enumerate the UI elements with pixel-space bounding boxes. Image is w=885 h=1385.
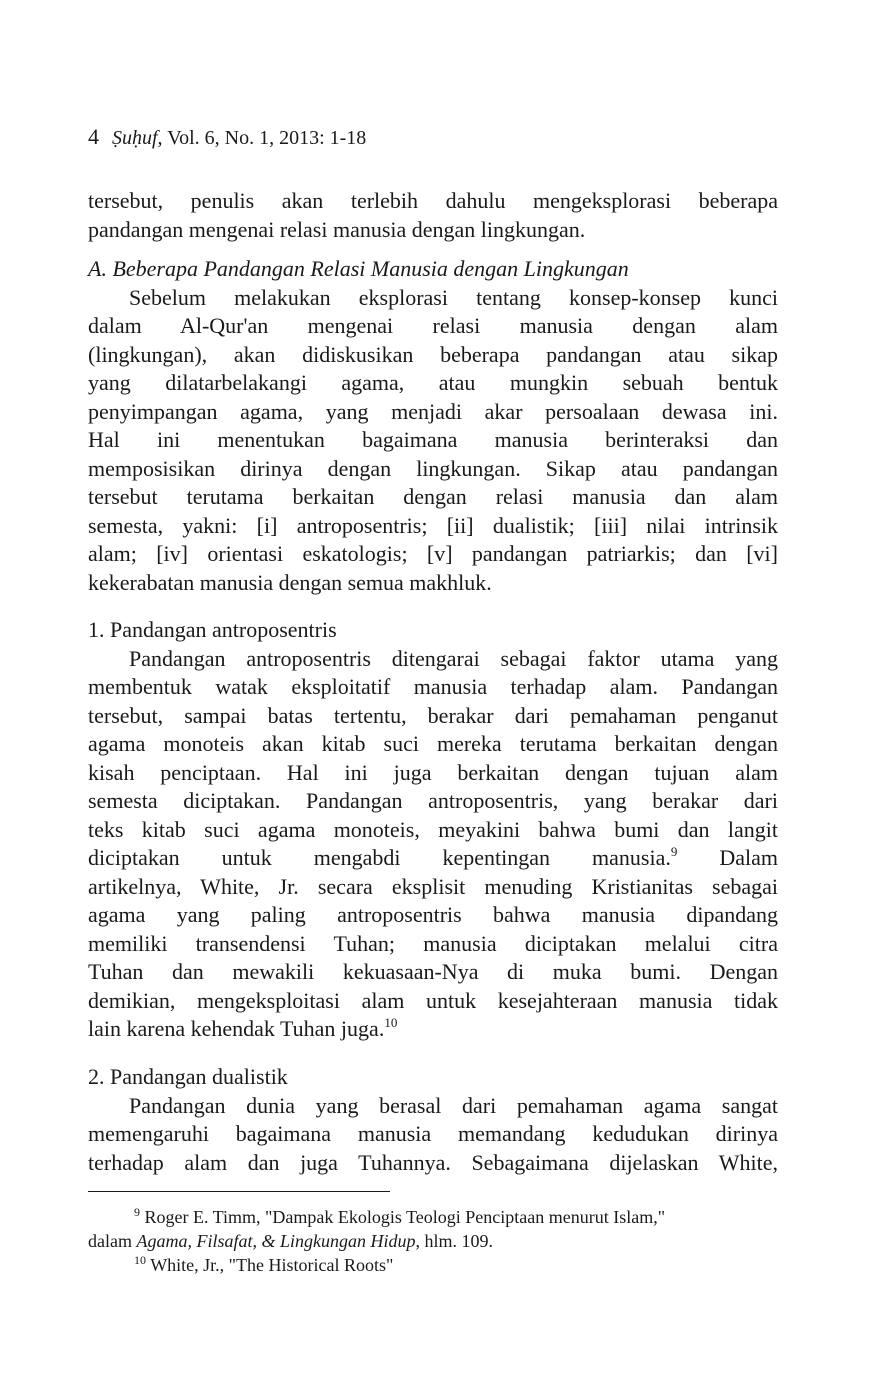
text-line: memposisikan dirinya dengan lingkungan. Sikap atau pandangan	[88, 455, 778, 481]
text-line: memiliki transendensi Tuhan; manusia diciptakan melalui citra	[88, 930, 778, 956]
footnote-text: Roger E. Timm, "Dampak Ekologis Teologi Penciptaan menurut Islam,"	[144, 1207, 666, 1227]
text-line: demikian, mengeksploitasi alam untuk kesejahteraan manusia tidak	[88, 987, 778, 1013]
footnote-mark: 10	[134, 1253, 146, 1267]
text-line: membentuk watak eksploitatif manusia terhadap alam. Pandangan	[88, 674, 778, 699]
text-line: kekerabatan manusia dengan semua makhluk.	[88, 569, 492, 595]
footnote-ref-10[interactable]: 10	[384, 1015, 398, 1030]
journal-name: Ṣuḥuf,	[112, 127, 163, 149]
text-line	[88, 1015, 778, 1044]
footnote-9-cont	[88, 1229, 778, 1253]
text-line-content: lain karena kehendak Tuhan juga.	[88, 1016, 385, 1041]
footnote-text: White, Jr., "The Historical Roots"	[150, 1255, 394, 1275]
footnote-ref-9[interactable]: 9	[670, 844, 678, 859]
footnote-text: dalam	[88, 1231, 132, 1251]
footnote-title: Agama, Filsafat, & Lingkungan Hidup	[136, 1231, 416, 1251]
footnote-mark: 9	[134, 1205, 140, 1219]
text-line: dalam Al-Qur'an mengenai relasi manusia dengan alam	[88, 313, 778, 338]
text-line: penyimpangan agama, yang menjadi akar persoalaan dewasa ini.	[88, 398, 778, 424]
footnotes	[88, 1205, 778, 1277]
section-heading: A. Beberapa Pandangan Relasi Manusia dengan Lingkungan	[88, 256, 629, 281]
footnote-9	[88, 1205, 778, 1229]
text-line: semesta diciptakan. Pandangan antroposentris, yang berakar dari	[88, 788, 778, 813]
page-number: 4	[88, 124, 99, 149]
text-line: kisah penciptaan. Hal ini juga berkaitan dengan tujuan alam	[88, 759, 778, 785]
text-line: Tuhan dan mewakili kekuasaan-Nya di muka bumi. Dengan	[88, 959, 778, 984]
text-line-content: Dalam	[719, 845, 778, 870]
footnote-10	[88, 1253, 778, 1277]
section-1	[88, 616, 778, 1044]
section-heading: 2. Pandangan dualistik	[88, 1064, 288, 1089]
text-line: Hal ini menentukan bagaimana manusia berinteraksi dan	[88, 427, 778, 452]
text-line: agama yang paling antroposentris bahwa manusia dipandang	[88, 902, 778, 927]
text-line: (lingkungan), akan didiskusikan beberapa pandangan atau sikap	[88, 341, 778, 367]
text-line: agama monoteis akan kitab suci mereka terutama berkaitan dengan	[88, 731, 778, 756]
footnote-text: , hlm. 109.	[415, 1231, 493, 1251]
text-line: tersebut terutama berkaitan dengan relasi manusia dan alam	[88, 484, 778, 509]
text-line: Pandangan dunia yang berasal dari pemahaman agama sangat	[129, 1092, 778, 1118]
text-line: tersebut, penulis akan terlebih dahulu mengeksplorasi beberapa	[88, 188, 778, 213]
running-header	[88, 124, 366, 150]
section-heading: 1. Pandangan antroposentris	[88, 617, 337, 642]
journal-citation: Vol. 6, No. 1, 2013: 1-18	[167, 127, 367, 149]
text-line: pandangan mengenai relasi manusia dengan lingkungan.	[88, 216, 586, 242]
text-line: semesta, yakni: [i] antroposentris; [ii] dualistik; [iii] nilai intrinsik	[88, 512, 778, 538]
text-line: memengaruhi bagaimana manusia memandang kedudukan dirinya	[88, 1121, 778, 1146]
footnote-separator	[88, 1191, 390, 1192]
text-line: tersebut, sampai batas tertentu, berakar dari pemahaman penganut	[88, 702, 778, 728]
section-2	[88, 1063, 778, 1177]
section-a	[88, 255, 778, 597]
text-line: terhadap alam dan juga Tuhannya. Sebagaimana dijelaskan White,	[88, 1149, 778, 1175]
text-line: alam; [iv] orientasi eskatologis; [v] pandangan patriarkis; dan [vi]	[88, 541, 778, 566]
text-line-content: diciptakan untuk mengabdi kepentingan manusia.	[88, 845, 671, 870]
text-line: yang dilatarbelakangi agama, atau mungkin sebuah bentuk	[88, 370, 778, 395]
text-line: Pandangan antroposentris ditengarai sebagai faktor utama yang	[129, 645, 778, 671]
text-line: teks kitab suci agama monoteis, meyakini bahwa bumi dan langit	[88, 816, 778, 842]
intro-paragraph	[88, 187, 778, 244]
text-line	[88, 844, 778, 873]
text-line: Sebelum melakukan eksplorasi tentang konsep-konsep kunci	[129, 284, 778, 310]
text-line: artikelnya, White, Jr. secara eksplisit menuding Kristianitas sebagai	[88, 873, 778, 899]
